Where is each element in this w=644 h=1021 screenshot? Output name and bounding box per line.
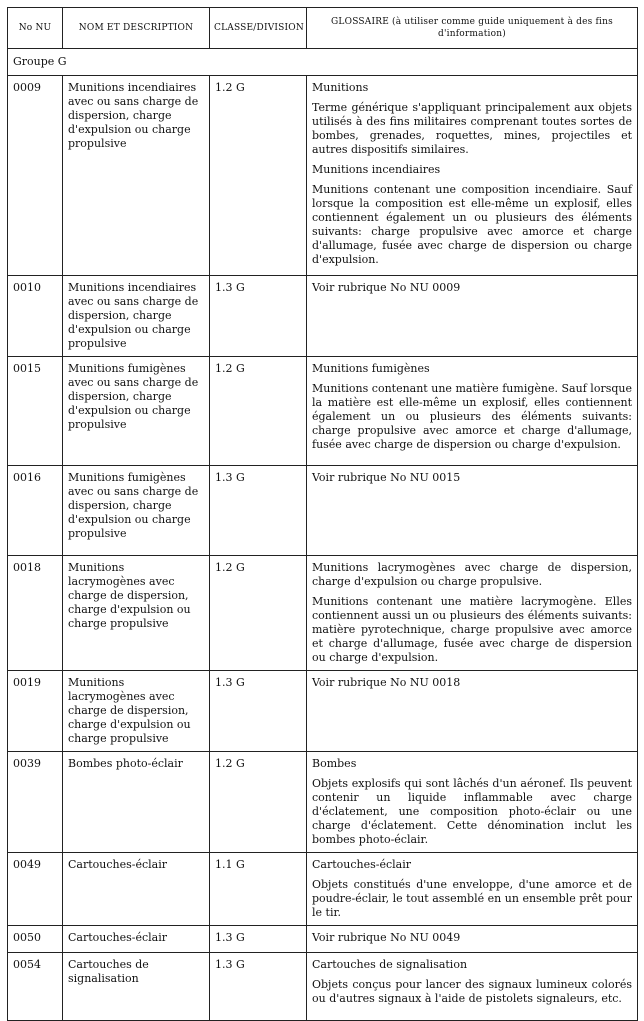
table-row — [8, 752, 638, 853]
glossary-cell — [307, 671, 638, 752]
name-description-cell: Munitions incendiaires avec ou sans charge de dispersion, charge d'expulsion ou charge propulsive — [63, 76, 210, 276]
glossary-cell — [307, 926, 638, 953]
table-header-row — [8, 8, 638, 49]
table-row — [8, 76, 638, 276]
group-row — [8, 49, 638, 76]
glossary-cell — [307, 752, 638, 853]
table-row — [8, 466, 638, 556]
glossary-paragraph: Munitions incendiaires — [312, 163, 441, 176]
glossary-paragraph: Munitions contenant une composition incendiaire. Sauf lorsque la composition est elle-même un explosif, elles contiennent également un ou plusieurs des éléments suivants: charge propulsive avec amorce et charge d'allumage, fusée avec charge de dispersion ou charge d'expulsion. — [312, 183, 632, 266]
name-description-cell: Munitions fumigènes avec ou sans charge de dispersion, charge d'expulsion ou charge propulsive — [63, 466, 210, 556]
class-division-cell: 1.3 G — [210, 926, 307, 953]
glossary-paragraph: Objets conçus pour lancer des signaux lumineux colorés ou d'autres signaux à l'aide de pistolets signaleurs, etc. — [312, 978, 632, 1005]
un-number-cell: 0010 — [8, 276, 63, 357]
document-page — [7, 7, 637, 1021]
class-division-cell: 1.2 G — [210, 556, 307, 671]
glossary-paragraph: Cartouches-éclair — [312, 858, 411, 871]
header-glossary: GLOSSAIRE (à utiliser comme guide uniquement à des fins d'information) — [307, 8, 638, 49]
glossary-paragraph: Bombes — [312, 757, 357, 770]
glossary-paragraph: Objets constitués d'une enveloppe, d'une amorce et de poudre-éclair, le tout assemblé en un ensemble prêt pour le tir. — [312, 878, 632, 919]
glossary-paragraph: Munitions lacrymogènes avec charge de dispersion, charge d'expulsion ou charge propulsive. — [312, 561, 632, 588]
table-row — [8, 276, 638, 357]
glossary-cell — [307, 853, 638, 926]
name-description-cell: Cartouches de signalisation — [63, 953, 210, 1021]
glossary-paragraph: Munitions contenant une matière lacrymogène. Elles contiennent aussi un ou plusieurs des éléments suivants: matière pyrotechnique, charge propulsive avec amorce et charge d'allumage, fusée avec charge de dispersion ou charge d'expulsion. — [312, 595, 632, 664]
header-un-number: No NU — [8, 8, 63, 49]
table-row — [8, 926, 638, 953]
group-label: Groupe G — [8, 49, 638, 76]
glossary-paragraph: Voir rubrique No NU 0009 — [312, 281, 461, 294]
class-division-cell: 1.2 G — [210, 357, 307, 466]
un-number-cell: 0015 — [8, 357, 63, 466]
glossary-paragraph: Terme générique s'appliquant principalement aux objets utilisés à des fins militaires comprenant toutes sortes de bombes, grenades, roquettes, mines, projectiles et autres dispositifs similaires. — [312, 101, 632, 156]
glossary-cell — [307, 556, 638, 671]
table-row — [8, 357, 638, 466]
table-row — [8, 853, 638, 926]
un-number-cell: 0016 — [8, 466, 63, 556]
dangerous-goods-table — [7, 7, 638, 1021]
name-description-cell: Munitions incendiaires avec ou sans charge de dispersion, charge d'expulsion ou charge propulsive — [63, 276, 210, 357]
table-row — [8, 671, 638, 752]
name-description-cell: Cartouches-éclair — [63, 926, 210, 953]
un-number-cell: 0054 — [8, 953, 63, 1021]
name-description-cell: Munitions lacrymogènes avec charge de dispersion, charge d'expulsion ou charge propulsive — [63, 671, 210, 752]
glossary-paragraph: Munitions — [312, 81, 369, 94]
name-description-cell: Bombes photo-éclair — [63, 752, 210, 853]
class-division-cell: 1.3 G — [210, 466, 307, 556]
class-division-cell: 1.2 G — [210, 76, 307, 276]
un-number-cell: 0009 — [8, 76, 63, 276]
glossary-paragraph: Objets explosifs qui sont lâchés d'un aéronef. Ils peuvent contenir un liquide inflammable avec charge d'éclatement, une composition photo-éclair ou une charge d'éclatement. Cette dénomination inclut les bombes photo-éclair. — [312, 777, 632, 846]
glossary-paragraph: Munitions fumigènes — [312, 362, 430, 375]
name-description-cell: Munitions lacrymogènes avec charge de dispersion, charge d'expulsion ou charge propulsive — [63, 556, 210, 671]
header-name-description: NOM ET DESCRIPTION — [63, 8, 210, 49]
table-row — [8, 556, 638, 671]
un-number-cell: 0039 — [8, 752, 63, 853]
glossary-paragraph: Voir rubrique No NU 0018 — [312, 676, 461, 689]
table-row — [8, 953, 638, 1021]
glossary-cell — [307, 953, 638, 1021]
class-division-cell: 1.3 G — [210, 671, 307, 752]
glossary-paragraph: Munitions contenant une matière fumigène. Sauf lorsque la matière est elle-même un explosif, elles contiennent également un ou plusieurs des éléments suivants: charge propulsive avec amorce et charge d'allumage, fusée avec charge de dispersion ou charge d'expulsion. — [312, 382, 632, 451]
class-division-cell: 1.3 G — [210, 953, 307, 1021]
un-number-cell: 0018 — [8, 556, 63, 671]
name-description-cell: Cartouches-éclair — [63, 853, 210, 926]
glossary-cell — [307, 466, 638, 556]
class-division-cell: 1.3 G — [210, 276, 307, 357]
glossary-paragraph: Voir rubrique No NU 0049 — [312, 931, 461, 944]
glossary-cell — [307, 357, 638, 466]
header-class-division: CLASSE/DIVISION — [210, 8, 307, 49]
glossary-paragraph: Cartouches de signalisation — [312, 958, 468, 971]
name-description-cell: Munitions fumigènes avec ou sans charge de dispersion, charge d'expulsion ou charge propulsive — [63, 357, 210, 466]
class-division-cell: 1.1 G — [210, 853, 307, 926]
un-number-cell: 0019 — [8, 671, 63, 752]
class-division-cell: 1.2 G — [210, 752, 307, 853]
un-number-cell: 0050 — [8, 926, 63, 953]
un-number-cell: 0049 — [8, 853, 63, 926]
glossary-cell — [307, 276, 638, 357]
glossary-paragraph: Voir rubrique No NU 0015 — [312, 471, 461, 484]
glossary-cell — [307, 76, 638, 276]
